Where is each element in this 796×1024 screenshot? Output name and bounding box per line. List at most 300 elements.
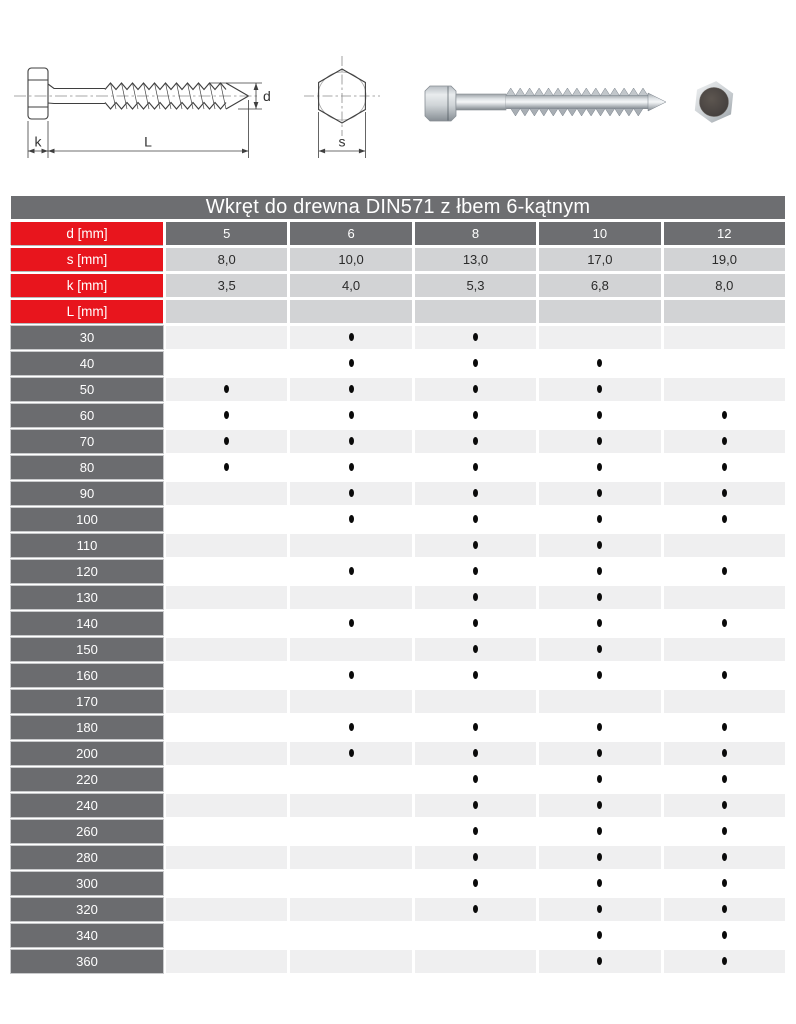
availability-cell xyxy=(415,820,536,843)
availability-cell xyxy=(539,508,660,531)
photo-thread-core xyxy=(506,95,648,109)
availability-cell xyxy=(539,586,660,609)
availability-cell xyxy=(290,404,411,427)
length-label: 220 xyxy=(11,768,163,791)
availability-cell xyxy=(664,482,785,505)
dot-icon xyxy=(597,671,602,679)
availability-cell xyxy=(415,794,536,817)
dot-icon xyxy=(224,385,229,393)
length-row-200 xyxy=(11,742,785,765)
availability-cell xyxy=(664,924,785,947)
dot-icon xyxy=(473,489,478,497)
availability-cell xyxy=(539,924,660,947)
dot-icon xyxy=(722,489,727,497)
length-label: 340 xyxy=(11,924,163,947)
availability-cell xyxy=(664,820,785,843)
availability-cell xyxy=(664,768,785,791)
spec-value: 4,0 xyxy=(290,274,411,297)
dot-icon xyxy=(224,437,229,445)
availability-cell xyxy=(290,846,411,869)
dot-icon xyxy=(722,905,727,913)
availability-cell xyxy=(415,534,536,557)
photo-tip xyxy=(648,93,666,111)
dot-icon xyxy=(597,463,602,471)
availability-cell xyxy=(415,508,536,531)
availability-cell xyxy=(539,768,660,791)
availability-cell xyxy=(415,638,536,661)
availability-cell xyxy=(166,872,287,895)
dot-icon xyxy=(722,515,727,523)
availability-cell xyxy=(290,430,411,453)
length-row-150 xyxy=(11,638,785,661)
dot-icon xyxy=(473,905,478,913)
availability-cell xyxy=(664,742,785,765)
availability-cell xyxy=(539,716,660,739)
availability-cell xyxy=(166,950,287,973)
availability-cell xyxy=(166,508,287,531)
length-label: 120 xyxy=(11,560,163,583)
availability-cell xyxy=(664,716,785,739)
dot-icon xyxy=(473,567,478,575)
dot-icon xyxy=(473,385,478,393)
dim-label-d: d xyxy=(263,88,271,104)
availability-cell xyxy=(166,482,287,505)
availability-cell xyxy=(290,378,411,401)
title-row xyxy=(11,196,785,219)
length-label: 130 xyxy=(11,586,163,609)
spec-value xyxy=(664,300,785,323)
availability-cell xyxy=(415,872,536,895)
availability-cell xyxy=(539,352,660,375)
length-row-360 xyxy=(11,950,785,973)
dot-icon xyxy=(597,905,602,913)
availability-cell xyxy=(166,586,287,609)
dot-icon xyxy=(597,619,602,627)
availability-cell xyxy=(290,768,411,791)
availability-cell xyxy=(290,482,411,505)
availability-cell xyxy=(290,794,411,817)
dot-icon xyxy=(597,541,602,549)
hex-head-photo xyxy=(694,79,735,125)
dot-icon xyxy=(597,827,602,835)
availability-cell xyxy=(290,924,411,947)
availability-cell xyxy=(415,326,536,349)
spec-value: 10,0 xyxy=(290,248,411,271)
row-label-k: k [mm] xyxy=(11,274,163,297)
length-row-60 xyxy=(11,404,785,427)
availability-cell xyxy=(166,820,287,843)
availability-cell xyxy=(290,820,411,843)
table-title: Wkręt do drewna DIN571 z łbem 6-kątnym xyxy=(11,196,785,219)
availability-cell xyxy=(539,430,660,453)
dot-icon xyxy=(473,775,478,783)
length-label: 30 xyxy=(11,326,163,349)
length-row-40 xyxy=(11,352,785,375)
availability-cell xyxy=(166,716,287,739)
availability-cell xyxy=(539,898,660,921)
availability-cell xyxy=(290,456,411,479)
availability-cell xyxy=(664,586,785,609)
dot-icon xyxy=(597,749,602,757)
photo-threads-top xyxy=(506,88,648,96)
dot-icon xyxy=(473,879,478,887)
availability-cell xyxy=(415,404,536,427)
figures-svg xyxy=(0,0,796,193)
dot-icon xyxy=(473,411,478,419)
dot-icon xyxy=(349,411,354,419)
availability-cell xyxy=(539,482,660,505)
availability-cell xyxy=(290,508,411,531)
availability-cell xyxy=(166,768,287,791)
availability-cell xyxy=(415,352,536,375)
availability-cell xyxy=(664,664,785,687)
availability-cell xyxy=(290,586,411,609)
length-row-220 xyxy=(11,768,785,791)
dot-icon xyxy=(722,619,727,627)
availability-cell xyxy=(539,820,660,843)
length-row-140 xyxy=(11,612,785,635)
dot-icon xyxy=(597,645,602,653)
length-row-70 xyxy=(11,430,785,453)
availability-cell xyxy=(166,898,287,921)
availability-cell xyxy=(415,612,536,635)
dot-icon xyxy=(473,853,478,861)
dot-icon xyxy=(349,333,354,341)
availability-cell xyxy=(290,638,411,661)
availability-cell xyxy=(415,430,536,453)
availability-cell xyxy=(539,664,660,687)
column-header-d6: 6 xyxy=(290,222,411,245)
availability-cell xyxy=(539,560,660,583)
availability-cell xyxy=(539,638,660,661)
spec-value: 8,0 xyxy=(166,248,287,271)
length-label: 50 xyxy=(11,378,163,401)
dot-icon xyxy=(349,489,354,497)
spec-value: 19,0 xyxy=(664,248,785,271)
dot-icon xyxy=(722,723,727,731)
dot-icon xyxy=(349,749,354,757)
availability-cell xyxy=(539,742,660,765)
dot-icon xyxy=(349,463,354,471)
availability-cell xyxy=(664,872,785,895)
availability-cell xyxy=(290,612,411,635)
spec-value: 3,5 xyxy=(166,274,287,297)
dot-icon xyxy=(597,853,602,861)
length-row-90 xyxy=(11,482,785,505)
head-facet-lines xyxy=(28,80,48,107)
dot-icon xyxy=(722,801,727,809)
availability-cell xyxy=(415,560,536,583)
length-row-300 xyxy=(11,872,785,895)
availability-cell xyxy=(166,430,287,453)
dot-icon xyxy=(473,359,478,367)
dot-icon xyxy=(722,463,727,471)
length-row-50 xyxy=(11,378,785,401)
dim-label-s: s xyxy=(338,133,346,150)
availability-cell xyxy=(415,664,536,687)
dot-icon xyxy=(473,619,478,627)
dot-icon xyxy=(473,671,478,679)
spec-value: 8,0 xyxy=(664,274,785,297)
screw-photo xyxy=(425,86,666,121)
dot-icon xyxy=(349,723,354,731)
availability-cell xyxy=(664,898,785,921)
length-label: 60 xyxy=(11,404,163,427)
photo-threads-bottom xyxy=(511,109,643,117)
availability-cell xyxy=(290,716,411,739)
availability-cell xyxy=(415,716,536,739)
dot-icon xyxy=(473,515,478,523)
dot-icon xyxy=(722,411,727,419)
length-row-260 xyxy=(11,820,785,843)
availability-cell xyxy=(166,352,287,375)
dot-icon xyxy=(722,437,727,445)
availability-cell xyxy=(166,404,287,427)
length-row-80 xyxy=(11,456,785,479)
availability-cell xyxy=(415,378,536,401)
availability-cell xyxy=(415,950,536,973)
length-label: 280 xyxy=(11,846,163,869)
availability-cell xyxy=(290,664,411,687)
availability-cell xyxy=(664,352,785,375)
dot-icon xyxy=(722,567,727,575)
availability-cell xyxy=(539,534,660,557)
dot-icon xyxy=(597,411,602,419)
dot-icon xyxy=(722,671,727,679)
availability-cell xyxy=(664,430,785,453)
dot-icon xyxy=(722,931,727,939)
row-label-L: L [mm] xyxy=(11,300,163,323)
availability-cell xyxy=(290,326,411,349)
availability-cell xyxy=(539,404,660,427)
shank-lines xyxy=(48,84,105,104)
spec-value: 17,0 xyxy=(539,248,660,271)
availability-cell xyxy=(290,898,411,921)
length-label: 70 xyxy=(11,430,163,453)
availability-cell xyxy=(290,950,411,973)
availability-cell xyxy=(290,690,411,713)
spec-value xyxy=(290,300,411,323)
availability-cell xyxy=(290,534,411,557)
length-label: 240 xyxy=(11,794,163,817)
availability-cell xyxy=(415,768,536,791)
availability-cell xyxy=(664,950,785,973)
photo-shank xyxy=(456,94,506,110)
dot-icon xyxy=(473,541,478,549)
length-label: 90 xyxy=(11,482,163,505)
availability-cell xyxy=(539,794,660,817)
availability-cell xyxy=(664,690,785,713)
dim-label-L: L xyxy=(144,133,152,150)
column-header-d12: 12 xyxy=(664,222,785,245)
length-row-120 xyxy=(11,560,785,583)
availability-cell xyxy=(166,924,287,947)
dot-icon xyxy=(597,931,602,939)
dot-icon xyxy=(722,775,727,783)
availability-cell xyxy=(664,612,785,635)
row-label-d: d [mm] xyxy=(11,222,163,245)
length-row-170 xyxy=(11,690,785,713)
length-label: 180 xyxy=(11,716,163,739)
availability-cell xyxy=(415,924,536,947)
dim-label-k: k xyxy=(34,133,42,150)
availability-cell xyxy=(166,794,287,817)
availability-cell xyxy=(166,560,287,583)
spec-row-L xyxy=(11,300,785,323)
length-label: 260 xyxy=(11,820,163,843)
availability-cell xyxy=(290,560,411,583)
spec-value xyxy=(166,300,287,323)
availability-cell xyxy=(664,326,785,349)
dot-icon xyxy=(722,853,727,861)
availability-cell xyxy=(539,872,660,895)
dot-icon xyxy=(473,723,478,731)
dot-icon xyxy=(597,879,602,887)
spec-table xyxy=(8,193,788,976)
dot-icon xyxy=(722,879,727,887)
availability-cell xyxy=(415,742,536,765)
length-label: 40 xyxy=(11,352,163,375)
length-label: 200 xyxy=(11,742,163,765)
length-row-30 xyxy=(11,326,785,349)
column-header-d8: 8 xyxy=(415,222,536,245)
dot-icon xyxy=(597,567,602,575)
dot-icon xyxy=(349,437,354,445)
dot-icon xyxy=(597,489,602,497)
spec-row-s xyxy=(11,248,785,271)
availability-cell xyxy=(166,846,287,869)
length-label: 100 xyxy=(11,508,163,531)
availability-cell xyxy=(415,586,536,609)
availability-cell xyxy=(415,898,536,921)
dot-icon xyxy=(597,437,602,445)
availability-cell xyxy=(415,690,536,713)
dot-icon xyxy=(597,801,602,809)
availability-cell xyxy=(664,794,785,817)
length-label: 140 xyxy=(11,612,163,635)
dot-icon xyxy=(349,359,354,367)
dot-icon xyxy=(473,463,478,471)
dot-icon xyxy=(349,567,354,575)
dot-icon xyxy=(722,957,727,965)
availability-cell xyxy=(539,950,660,973)
dot-icon xyxy=(473,645,478,653)
length-label: 150 xyxy=(11,638,163,661)
length-row-180 xyxy=(11,716,785,739)
length-row-280 xyxy=(11,846,785,869)
spec-row-k xyxy=(11,274,785,297)
availability-cell xyxy=(539,612,660,635)
availability-cell xyxy=(166,612,287,635)
availability-cell xyxy=(166,638,287,661)
screw-technical-drawing xyxy=(14,68,271,158)
dot-icon xyxy=(597,385,602,393)
availability-cell xyxy=(290,872,411,895)
availability-cell xyxy=(664,378,785,401)
availability-cell xyxy=(166,664,287,687)
spec-value: 5,3 xyxy=(415,274,536,297)
availability-cell xyxy=(166,456,287,479)
availability-cell xyxy=(166,690,287,713)
dot-icon xyxy=(473,437,478,445)
spec-value xyxy=(539,300,660,323)
dot-icon xyxy=(597,957,602,965)
availability-cell xyxy=(664,404,785,427)
availability-cell xyxy=(415,456,536,479)
dot-icon xyxy=(473,827,478,835)
dot-icon xyxy=(349,385,354,393)
dot-icon xyxy=(473,749,478,757)
availability-cell xyxy=(539,690,660,713)
availability-cell xyxy=(166,742,287,765)
dot-icon xyxy=(473,333,478,341)
column-header-d5: 5 xyxy=(166,222,287,245)
availability-cell xyxy=(166,326,287,349)
thread-profile-bottom xyxy=(105,103,226,110)
availability-cell xyxy=(664,508,785,531)
dot-icon xyxy=(349,619,354,627)
spec-value xyxy=(415,300,536,323)
length-row-100 xyxy=(11,508,785,531)
availability-cell xyxy=(664,638,785,661)
length-label: 160 xyxy=(11,664,163,687)
availability-cell xyxy=(664,560,785,583)
dot-icon xyxy=(349,671,354,679)
row-label-s: s [mm] xyxy=(11,248,163,271)
length-row-110 xyxy=(11,534,785,557)
availability-cell xyxy=(166,534,287,557)
dot-icon xyxy=(722,749,727,757)
length-label: 170 xyxy=(11,690,163,713)
spec-value: 13,0 xyxy=(415,248,536,271)
dot-icon xyxy=(224,411,229,419)
dot-icon xyxy=(597,359,602,367)
length-row-130 xyxy=(11,586,785,609)
length-label: 110 xyxy=(11,534,163,557)
availability-cell xyxy=(290,742,411,765)
column-header-d10: 10 xyxy=(539,222,660,245)
photo-hex-head xyxy=(425,86,456,121)
length-label: 320 xyxy=(11,898,163,921)
availability-cell xyxy=(539,456,660,479)
dot-icon xyxy=(473,801,478,809)
availability-cell xyxy=(415,846,536,869)
availability-cell xyxy=(539,378,660,401)
dot-icon xyxy=(597,723,602,731)
availability-cell xyxy=(664,456,785,479)
length-row-340 xyxy=(11,924,785,947)
availability-cell xyxy=(664,534,785,557)
dot-icon xyxy=(597,593,602,601)
hex-head-technical-drawing xyxy=(304,56,380,158)
length-row-240 xyxy=(11,794,785,817)
dot-icon xyxy=(349,515,354,523)
availability-cell xyxy=(290,352,411,375)
dot-icon xyxy=(597,515,602,523)
length-label: 300 xyxy=(11,872,163,895)
screw-head-outline xyxy=(28,68,48,119)
length-label: 360 xyxy=(11,950,163,973)
length-label: 80 xyxy=(11,456,163,479)
availability-cell xyxy=(166,378,287,401)
dot-icon xyxy=(473,593,478,601)
dimension-header-row xyxy=(11,222,785,245)
availability-cell xyxy=(664,846,785,869)
dot-icon xyxy=(597,775,602,783)
availability-cell xyxy=(415,482,536,505)
length-row-320 xyxy=(11,898,785,921)
dot-icon xyxy=(722,827,727,835)
